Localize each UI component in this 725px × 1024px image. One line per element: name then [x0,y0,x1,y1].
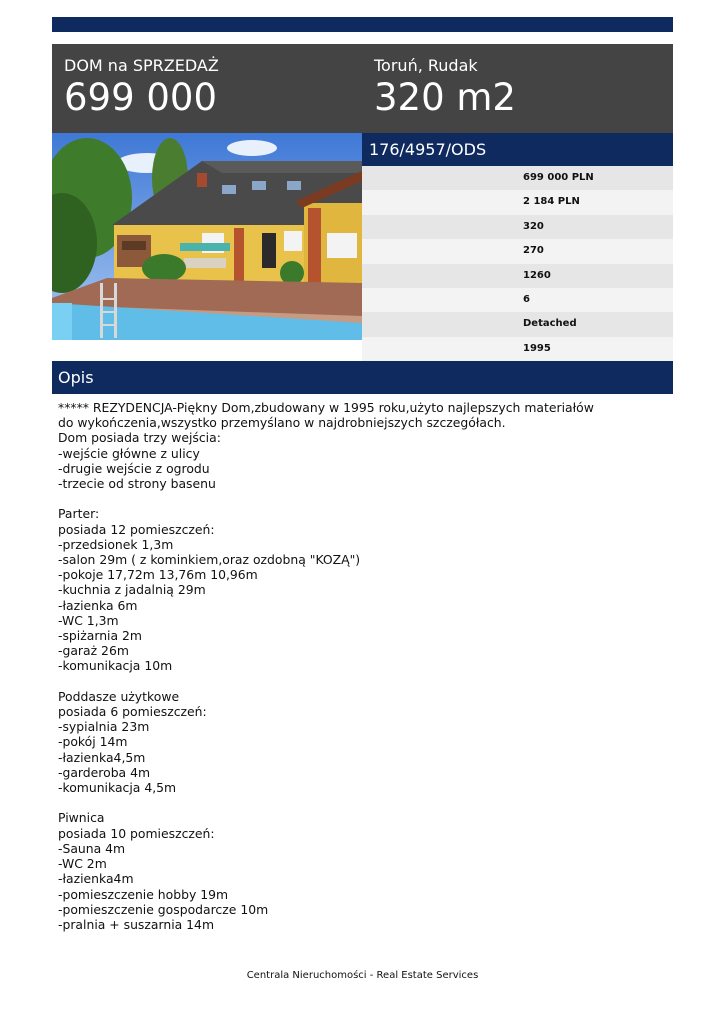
property-photo [52,133,362,340]
description-heading: Opis [58,368,94,387]
spec-table [362,166,673,361]
spec-row: Detached [362,312,673,336]
spec-row: 2 184 PLN [362,190,673,214]
listing-reference [362,133,673,166]
spec-row: 320 [362,215,673,239]
property-location: Toruń, Rudak [374,56,478,75]
property-price: 699 000 [64,76,218,119]
top-accent-bar [52,17,673,32]
description-heading-bar [52,361,673,394]
spec-row: 270 [362,239,673,263]
spec-row: 1260 [362,264,673,288]
spec-row: 6 [362,288,673,312]
property-area: 320 m2 [374,76,516,119]
description-text: ***** REZYDENCJA-Piękny Dom,zbudowany w 1995 roku,użyto najlepszych materiałów do wykończenia,wszystko przemyślano w najdrobniejszych szczegółach. Dom posiada trzy wejścia: -wejście główne z ulicy -drugie wejście z ogrodu -trzecie od strony basenu Parter: posiada 12 pomieszczeń: -przedsionek 1,3m -salon 29m ( z kominkiem,oraz ozdobną "KOZĄ") -pokoje 17,72m 13,76m 10,96m -kuchnia z jadalnią 29m -łazienka 6m -WC 1,3m -spiżarnia 2m -garaż 26m -komunikacja 10m Poddasze użytkowe posiada 6 pomieszczeń: -sypialnia 23m -pokój 14m -łazienka4,5m -garderoba 4m -komunikacja 4,5m Piwnica posiada 10 pomieszczeń: -Sauna 4m -WC 2m -łazienka4m -pomieszczenie hobby 19m -pomieszczenie gospodarcze 10m -pralnia + suszarnia 14m [58,400,594,932]
listing-header [52,44,673,133]
house-photo-illustration [52,133,362,340]
spec-row: 1995 [362,337,673,361]
footer-text: Centrala Nieruchomości - Real Estate Services [246,970,479,981]
listing-reference-text: 176/4957/ODS [369,140,487,159]
property-type: DOM na SPRZEDAŻ [64,56,219,75]
header-left [64,56,219,120]
spec-row: 699 000 PLN [362,166,673,190]
header-right [374,56,516,120]
